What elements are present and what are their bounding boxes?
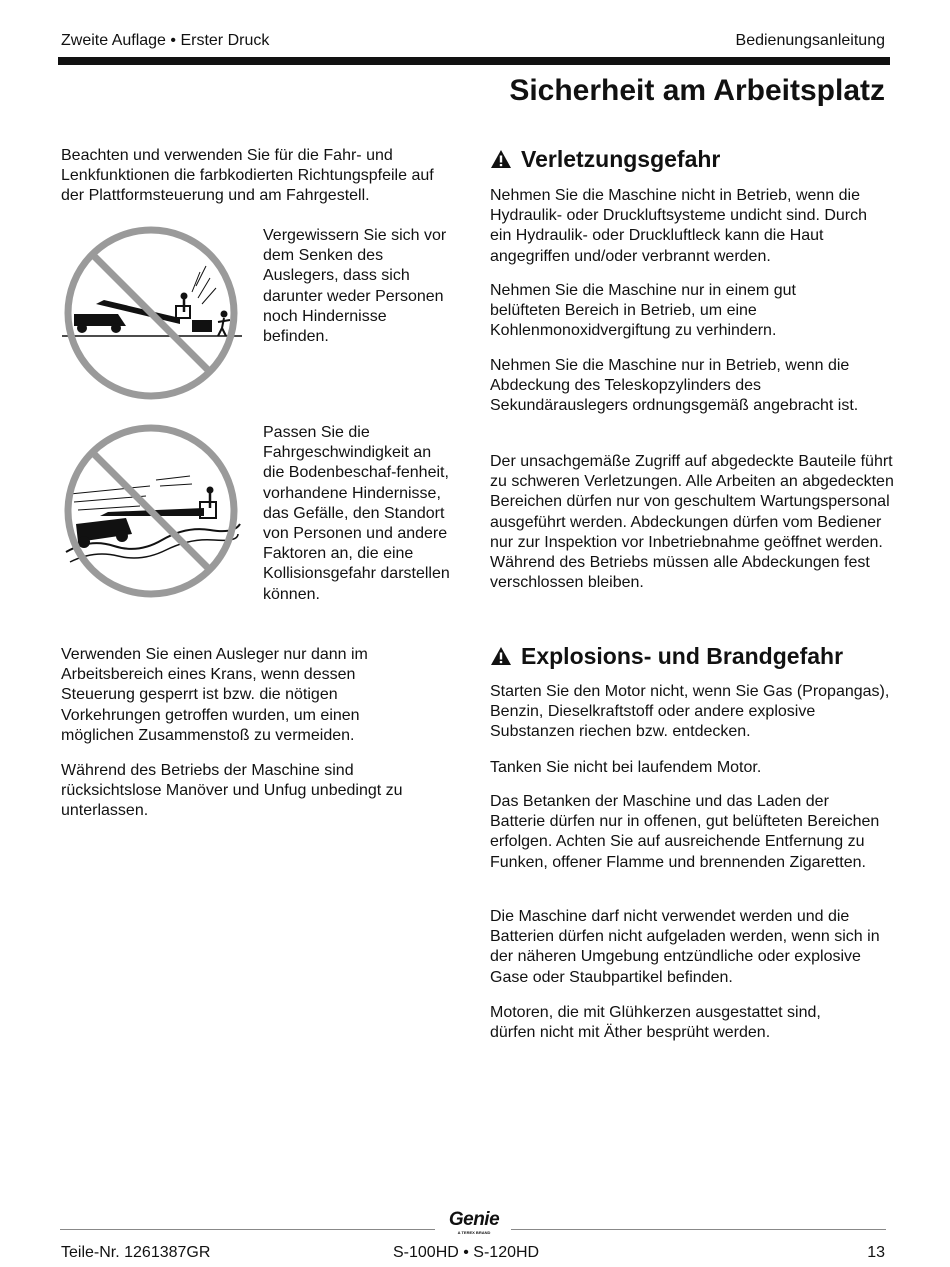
header-edition: Zweite Auflage • Erster Druck xyxy=(61,32,270,49)
explosion-paragraph-2: Tanken Sie nicht bei laufendem Motor. xyxy=(490,759,762,776)
warning-triangle-icon xyxy=(490,646,512,666)
header-rule xyxy=(58,57,890,65)
injury-paragraph-2: Nehmen Sie die Maschine nur in einem gut belüfteten Bereich in Betrieb, um eine Kohlenmonoxidvergiftung zu verhindern. xyxy=(490,282,796,340)
figure-driving-speed xyxy=(60,420,244,609)
logo-wordmark: Genie xyxy=(448,1209,500,1230)
logo-tagline: A TEREX BRAND xyxy=(457,1230,491,1235)
section-heading-injury xyxy=(490,145,720,173)
section-heading-injury-text: Verletzungsgefahr xyxy=(521,146,721,172)
crane-paragraph: Verwenden Sie einen Ausleger nur dann im Arbeitsbereich eines Krans, wenn dessen Steuerung gesperrt ist bzw. die nötigen Vorkehrungen getroffen wurden, um einen möglichen Zusammenstoß zu vermeiden. xyxy=(61,646,368,744)
page-number: 13 xyxy=(867,1244,885,1261)
prohibition-icon xyxy=(60,420,244,604)
section-heading-explosion-text: Explosions- und Brandgefahr xyxy=(521,643,844,669)
footer-part-number: Teile-Nr. 1261387GR xyxy=(61,1244,211,1261)
explosion-paragraph-3: Das Betanken der Maschine und das Laden der Batterie dürfen nur in offenen, gut belüfteten Bereichen erfolgen. Achten Sie auf ausreichende Entfernung zu Funken, offener Flamme und brennenden Zigaretten. xyxy=(490,793,880,871)
conduct-paragraph: Während des Betriebs der Maschine sind rücksichtslose Manöver und Unfug unbedingt zu unterlassen. xyxy=(61,762,403,820)
injury-paragraph-4: Der unsachgemäße Zugriff auf abgedeckte Bauteile führt zu schweren Verletzungen. Alle Arbeiten an abgedeckten Bereichen dürfen nur von geschultem Wartungspersonal ausgeführt werden. Abdeckungen dürfen vom Bediener nur zur Inspektion vor Inbetriebnahme geöffnet werden. Während des Betriebs müssen alle Abdeckungen fest verschlossen bleiben. xyxy=(490,453,894,592)
footer-models: S-100HD • S-120HD xyxy=(393,1244,540,1261)
header-manual-type: Bedienungsanleitung xyxy=(735,32,885,49)
figure-boom-lowering xyxy=(60,222,244,411)
explosion-paragraph-5: Motoren, die mit Glühkerzen ausgestattet sind, dürfen nicht mit Äther besprüht werden. xyxy=(490,1004,821,1042)
prohibition-icon xyxy=(60,222,244,406)
intro-paragraph: Beachten und verwenden Sie für die Fahr- und Lenkfunktionen die farbkodierten Richtungspfeile auf der Plattformsteuerung und am Fahrgestell. xyxy=(61,147,434,205)
injury-paragraph-3: Nehmen Sie die Maschine nur in Betrieb, wenn die Abdeckung des Teleskopzylinders des Sekundärauslegers ordnungsgemäß angebracht ist. xyxy=(490,357,859,415)
warning-triangle-icon xyxy=(490,149,512,169)
genie-logo xyxy=(440,1210,508,1235)
section-heading-explosion xyxy=(490,642,843,670)
page-title: Sicherheit am Arbeitsplatz xyxy=(509,74,885,107)
explosion-paragraph-4: Die Maschine darf nicht verwendet werden und die Batterien dürfen nicht aufgeladen werden, wenn sich in der näheren Umgebung entzündliche oder explosive Gase oder Staubpartikel befinden. xyxy=(490,908,880,986)
figure2-caption: Passen Sie die Fahrgeschwindigkeit an die Bodenbeschaf-fenheit, vorhandene Hindernisse, das Gefälle, den Standort von Personen und andere Faktoren an, die eine Kollisionsgefahr darstellen können. xyxy=(263,424,450,603)
injury-paragraph-1: Nehmen Sie die Maschine nicht in Betrieb, wenn die Hydraulik- oder Druckluftsysteme undicht sind. Durch ein Hydraulik- oder Druckluftleck kann die Haut angegriffen und/oder verbrannt werden. xyxy=(490,187,868,265)
figure1-caption: Vergewissern Sie sich vor dem Senken des Auslegers, dass sich darunter weder Personen noch Hindernisse befinden. xyxy=(263,227,447,346)
explosion-paragraph-1: Starten Sie den Motor nicht, wenn Sie Gas (Propangas), Benzin, Dieselkraftstoff oder andere explosive Substanzen riechen bzw. entdecken. xyxy=(490,683,890,741)
footer-rule-right xyxy=(511,1229,886,1230)
footer-rule-left xyxy=(60,1229,435,1230)
